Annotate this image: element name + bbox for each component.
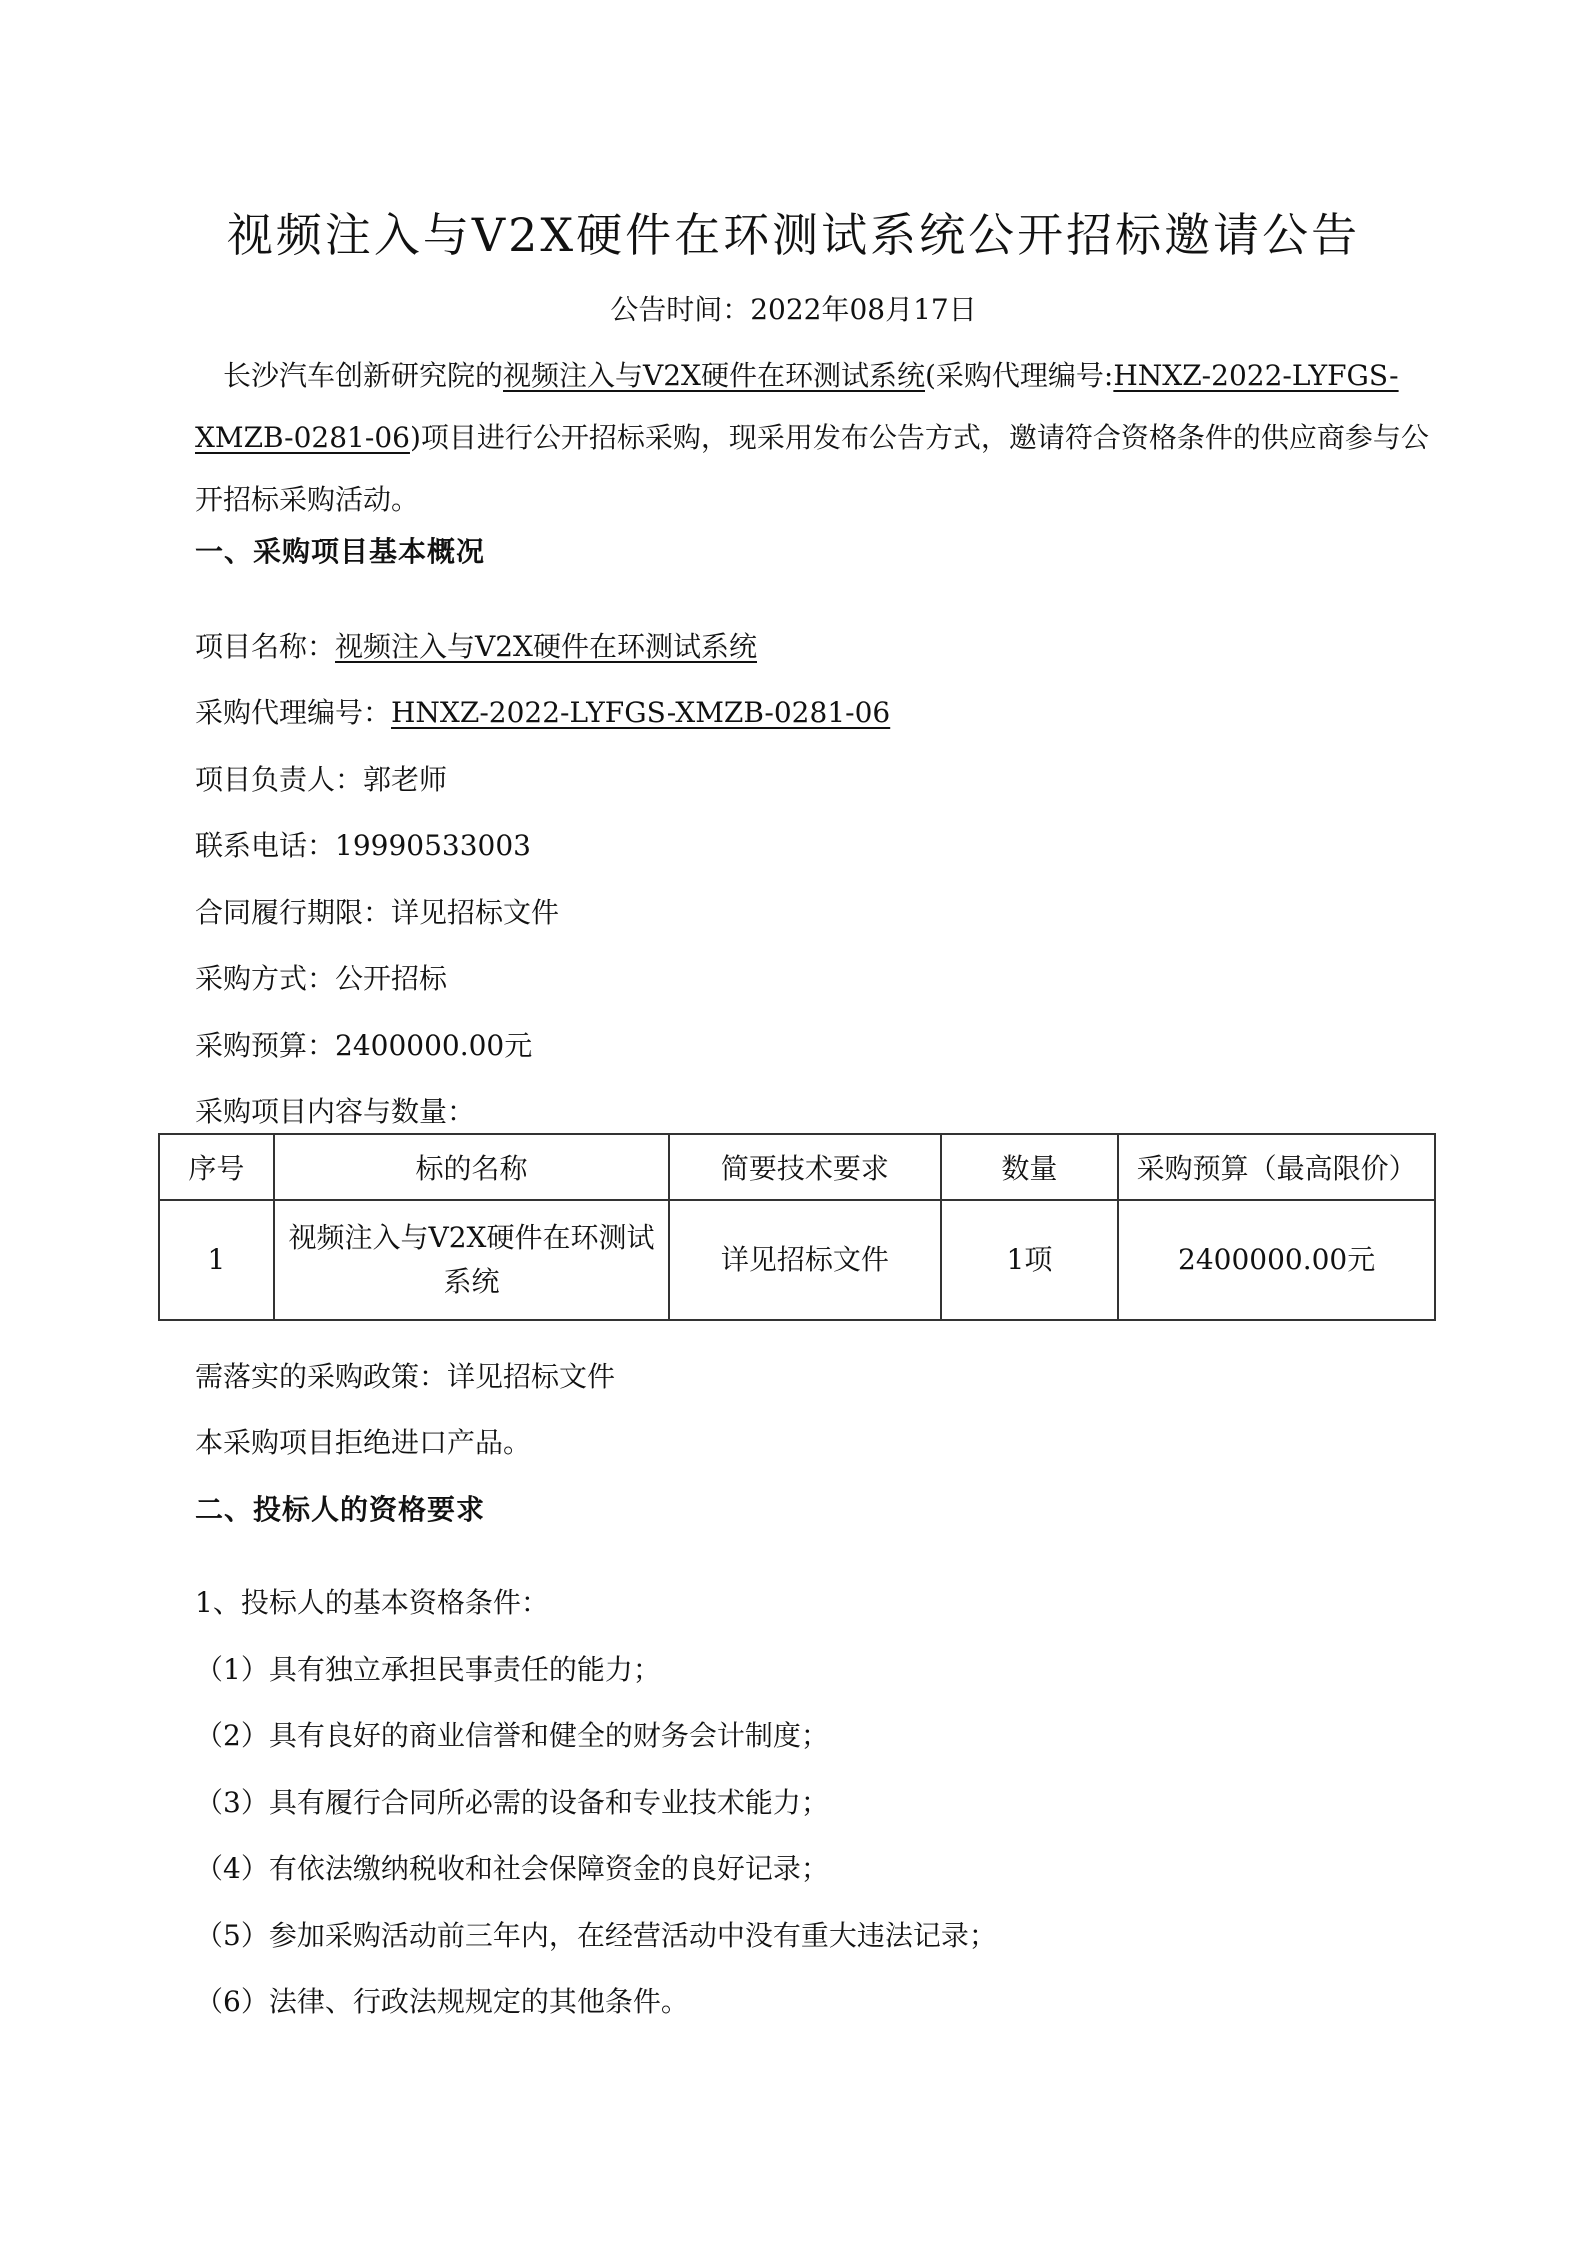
table-cell: 1项 <box>941 1200 1119 1320</box>
project-name-line <box>195 622 757 672</box>
content-label: 采购项目内容与数量： <box>195 1095 476 1128</box>
contract-period: 合同履行期限：详见招标文件 <box>195 896 560 929</box>
procurement-items-table <box>158 1133 1436 1321</box>
list-item: （6）法律、行政法规规定的其他条件。 <box>195 1985 689 2018</box>
agency-code-line <box>195 688 890 738</box>
project-name-label: 项目名称： <box>195 630 336 663</box>
procurement-policy: 需落实的采购政策：详见招标文件 <box>195 1360 616 1393</box>
table-cell: 2400000.00元 <box>1118 1200 1435 1320</box>
import-policy: 本采购项目拒绝进口产品。 <box>195 1426 532 1459</box>
section2-heading: 二、投标人的资格要求 <box>195 1493 486 1526</box>
table-header-row <box>159 1134 1435 1200</box>
table-cell: 视频注入与V2X硬件在环测试系统 <box>274 1200 669 1320</box>
qualification-subheading: 1、投标人的基本资格条件： <box>195 1586 549 1619</box>
intro-part1: 长沙汽车创新研究院的 <box>223 359 504 392</box>
table-header-cell: 采购预算（最高限价） <box>1118 1134 1435 1200</box>
agency-code-label: 采购代理编号： <box>195 696 392 729</box>
table-header-cell: 标的名称 <box>274 1134 669 1200</box>
intro-part2: (采购代理编号: <box>925 359 1114 392</box>
project-manager: 项目负责人：郭老师 <box>195 763 448 796</box>
table-header-cell: 简要技术要求 <box>669 1134 940 1200</box>
intro-part3: )项目进行公开招标采购，现采用发布公告方式，邀请符合资格条件的供应商参与公开招标采购活动。 <box>195 421 1429 516</box>
procurement-method: 采购方式：公开招标 <box>195 962 448 995</box>
intro-project-name: 视频注入与V2X硬件在环测试系统 <box>503 359 925 392</box>
list-item: （2）具有良好的商业信誉和健全的财务会计制度； <box>195 1719 829 1752</box>
project-name-value: 视频注入与V2X硬件在环测试系统 <box>335 630 757 663</box>
procurement-budget: 采购预算：2400000.00元 <box>195 1029 533 1062</box>
contact-phone: 联系电话：19990533003 <box>195 829 531 862</box>
page-title: 视频注入与V2X硬件在环测试系统公开招标邀请公告 <box>226 208 1361 262</box>
agency-code-value: HNXZ-2022-LYFGS-XMZB-0281-06 <box>391 696 891 729</box>
table-cell: 详见招标文件 <box>669 1200 940 1320</box>
list-item: （4）有依法缴纳税收和社会保障资金的良好记录； <box>195 1852 829 1885</box>
table-header-cell: 序号 <box>159 1134 274 1200</box>
table-header-cell: 数量 <box>941 1134 1119 1200</box>
table-cell: 1 <box>159 1200 274 1320</box>
intro-paragraph <box>195 345 1440 531</box>
announcement-date: 公告时间：2022年08月17日 <box>610 293 977 326</box>
table-row <box>159 1200 1435 1320</box>
list-item: （1）具有独立承担民事责任的能力； <box>195 1653 661 1686</box>
section1-heading: 一、采购项目基本概况 <box>195 535 486 568</box>
intro-code: HNXZ-2022-LYFGS-XMZB-0281-06 <box>195 359 1399 454</box>
list-item: （3）具有履行合同所必需的设备和专业技术能力； <box>195 1786 829 1819</box>
list-item: （5）参加采购活动前三年内，在经营活动中没有重大违法记录； <box>195 1919 997 1952</box>
